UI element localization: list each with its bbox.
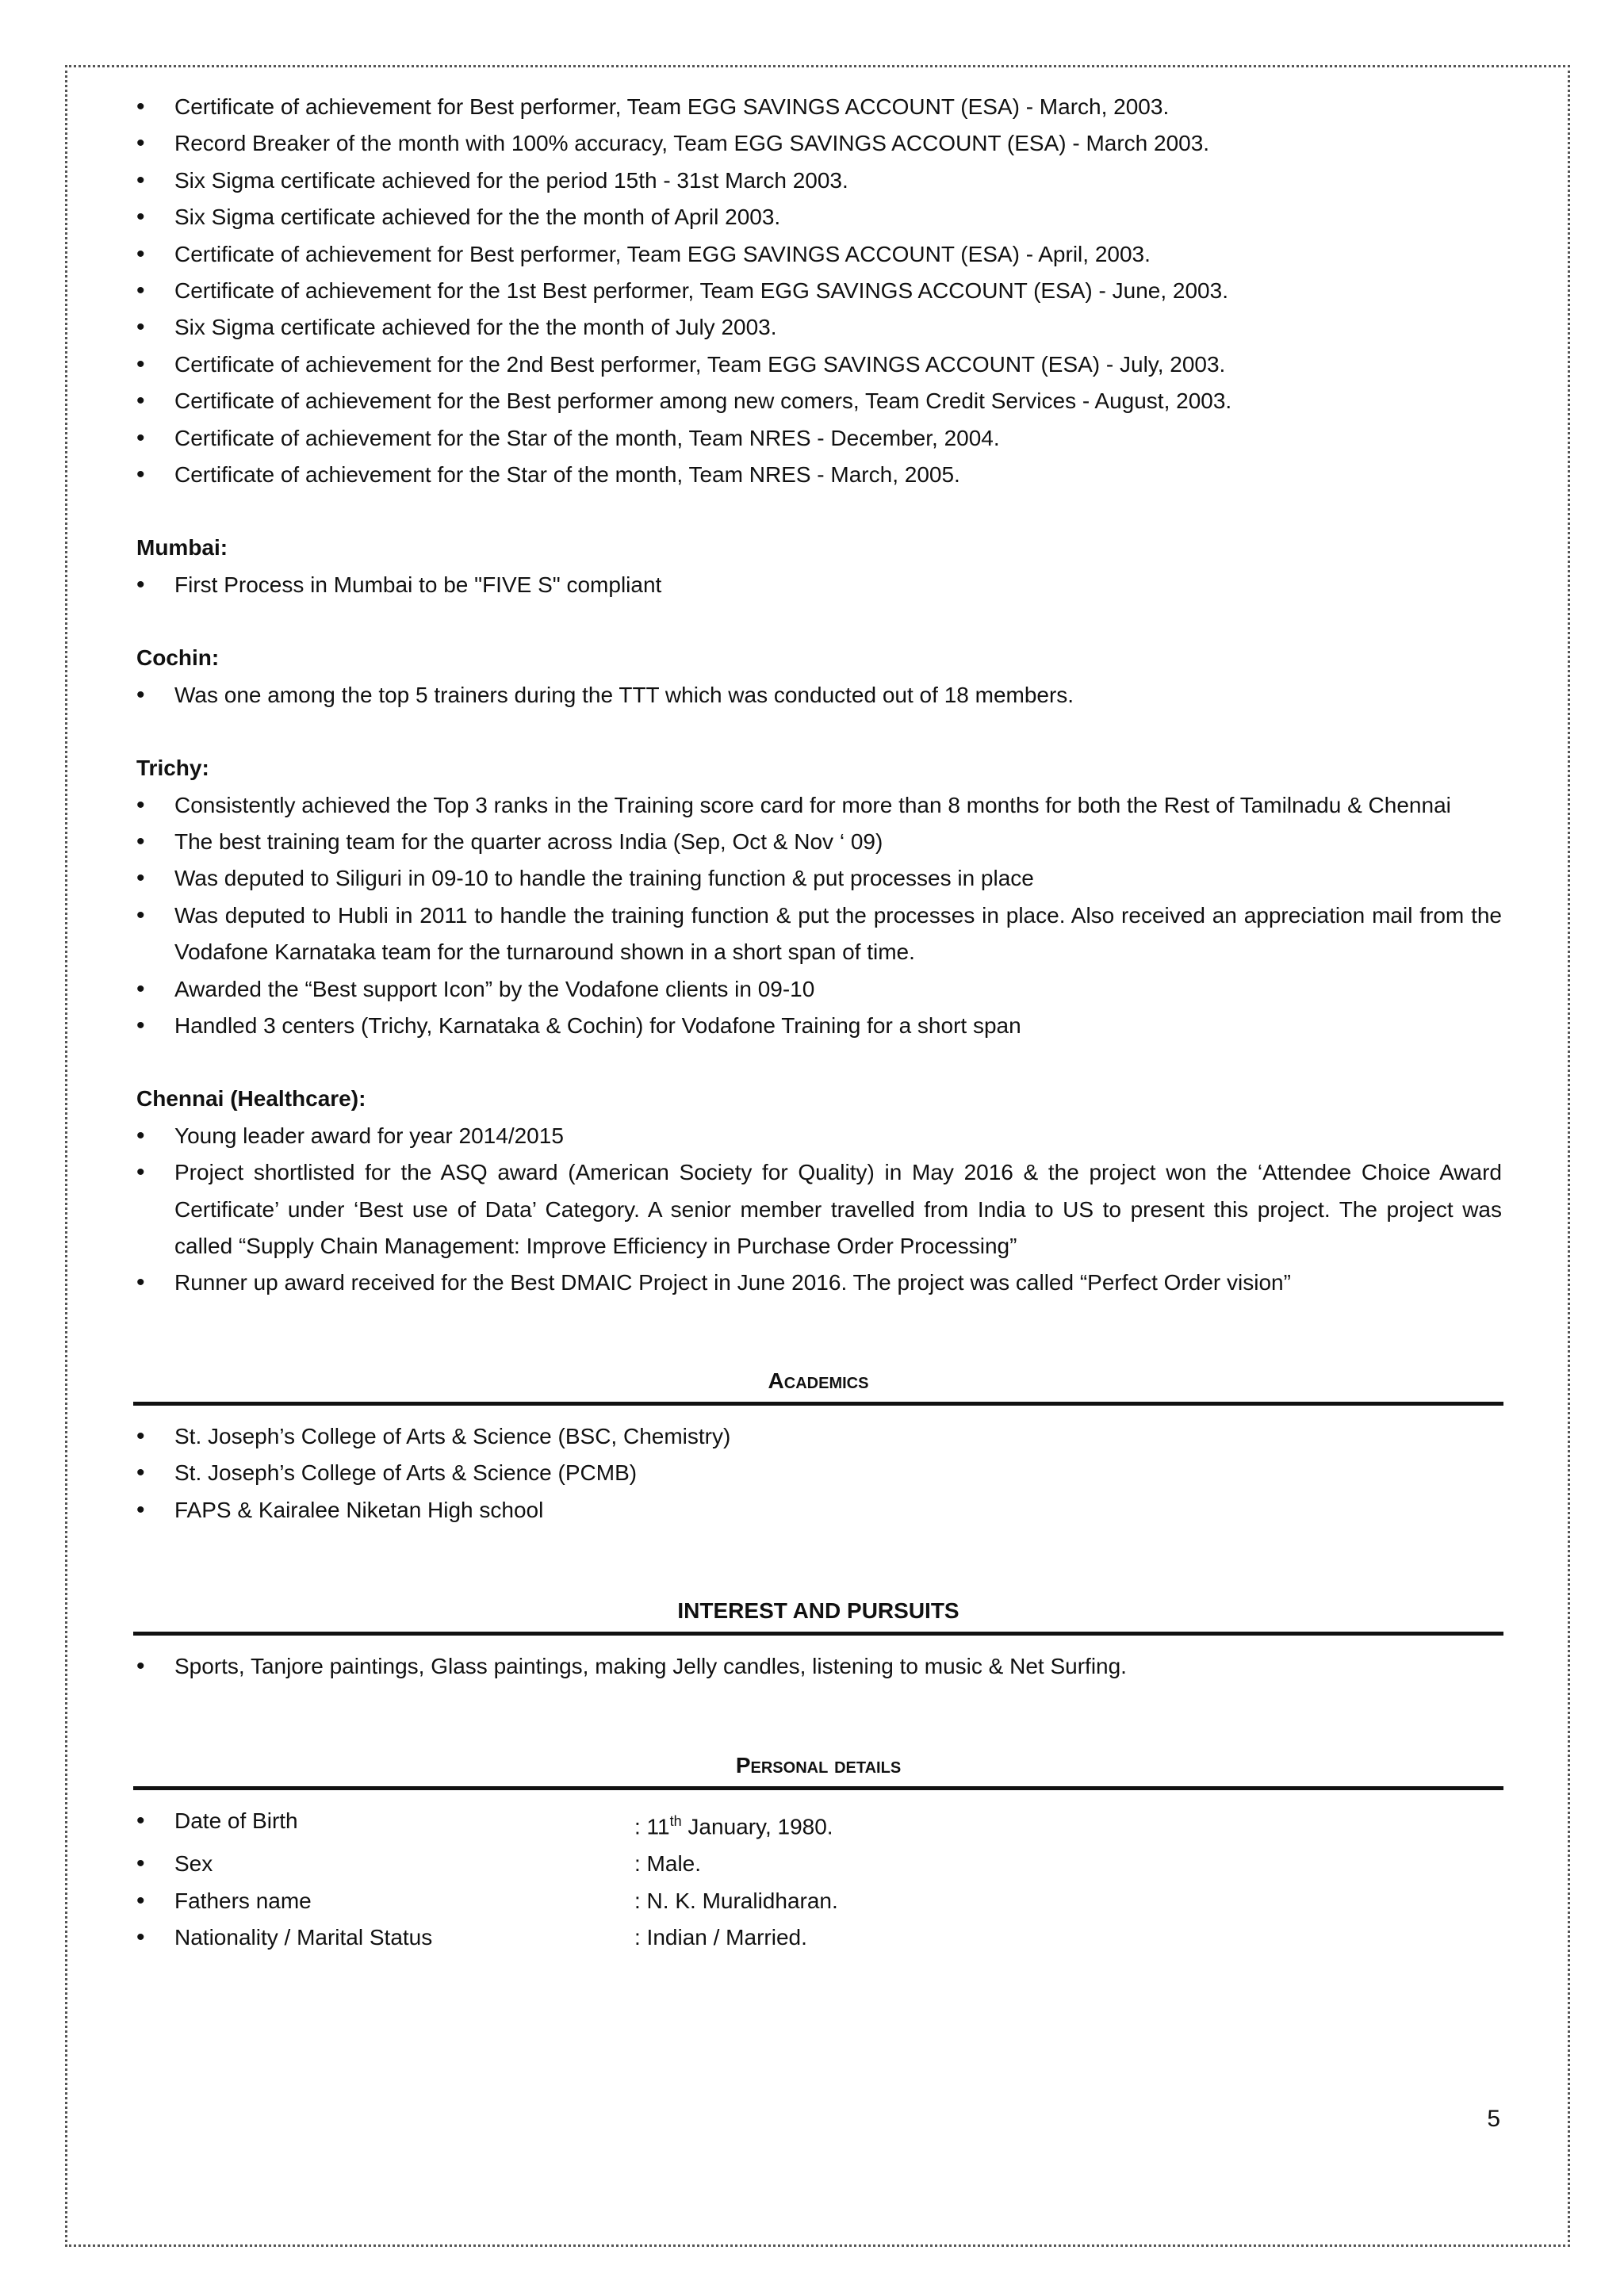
nationality-value: : Indian / Married. xyxy=(634,1924,807,1950)
interests-section xyxy=(136,1595,1502,1685)
page-number: 5 xyxy=(1487,2106,1500,2132)
list-item: • Sports, Tanjore paintings, Glass paintings, making Jelly candles, listening to music & Net Surfing. xyxy=(136,1648,1502,1685)
nationality-label: • Nationality / Marital Status xyxy=(174,1924,433,1950)
list-item: • Awarded the “Best support Icon” by the Vodafone clients in 09-10 xyxy=(136,971,1502,1008)
personal-row-sex xyxy=(136,1846,1502,1882)
list-item: • Certificate of achievement for Best performer, Team EGG SAVINGS ACCOUNT (ESA) - April, 2003. xyxy=(136,236,1502,273)
list-item: • Six Sigma certificate achieved for the the month of April 2003. xyxy=(136,199,1502,235)
personal-row-father xyxy=(136,1883,1502,1919)
list-item: • Consistently achieved the Top 3 ranks in the Training score card for more than 8 months for both the Rest of Tamilnadu & Chennai xyxy=(136,787,1502,824)
chennai-heading: Chennai (Healthcare): xyxy=(136,1086,366,1112)
list-item: • St. Joseph’s College of Arts & Science (BSC, Chemistry) xyxy=(136,1418,1502,1455)
list-item: • Certificate of achievement for the 2nd Best performer, Team EGG SAVINGS ACCOUNT (ESA) - July, 2003. xyxy=(136,346,1502,383)
list-item: • Young leader award for year 2014/2015 xyxy=(136,1118,1502,1154)
personal-list xyxy=(136,1803,1502,1956)
interests-list xyxy=(136,1648,1502,1685)
cochin-heading: Cochin: xyxy=(136,645,220,671)
personal-row-dob xyxy=(136,1803,1502,1846)
list-item: • Was deputed to Hubli in 2011 to handle the training function & put the processes in place. Also received an appreciation mail from the Vodafone Karnataka team for the turnaround shown in a short span of time. xyxy=(136,897,1502,971)
mumbai-list xyxy=(136,567,1502,603)
chennai-list xyxy=(136,1118,1502,1302)
personal-row-nationality xyxy=(136,1919,1502,1956)
dob-value: : 11th January, 1980. xyxy=(634,1813,833,1839)
dob-label: • Date of Birth xyxy=(174,1808,298,1834)
list-item: • First Process in Mumbai to be "FIVE S" compliant xyxy=(136,567,1502,603)
mumbai-heading: Mumbai: xyxy=(136,535,228,561)
list-item: • Certificate of achievement for the Star of the month, Team NRES - December, 2004. xyxy=(136,420,1502,457)
trichy-list xyxy=(136,787,1502,1045)
sex-label: • Sex xyxy=(174,1851,213,1877)
academics-title: Academics xyxy=(133,1365,1503,1406)
list-item: • Six Sigma certificate achieved for the the month of July 2003. xyxy=(136,309,1502,346)
list-item: • FAPS & Kairalee Niketan High school xyxy=(136,1492,1502,1529)
trichy-heading: Trichy: xyxy=(136,756,209,781)
resume-page-content xyxy=(136,89,1502,1956)
list-item: • Runner up award received for the Best DMAIC Project in June 2016. The project was called “Perfect Order vision” xyxy=(136,1265,1502,1301)
sex-value: : Male. xyxy=(634,1851,702,1877)
list-item: • Record Breaker of the month with 100% accuracy, Team EGG SAVINGS ACCOUNT (ESA) - March 2003. xyxy=(136,125,1502,162)
list-item: • Certificate of achievement for Best performer, Team EGG SAVINGS ACCOUNT (ESA) - March, 2003. xyxy=(136,89,1502,125)
list-item: • Six Sigma certificate achieved for the period 15th - 31st March 2003. xyxy=(136,163,1502,199)
list-item: • Handled 3 centers (Trichy, Karnataka & Cochin) for Vodafone Training for a short span xyxy=(136,1008,1502,1044)
list-item: • Certificate of achievement for the 1st Best performer, Team EGG SAVINGS ACCOUNT (ESA) - June, 2003. xyxy=(136,273,1502,309)
list-item: • Was one among the top 5 trainers during the TTT which was conducted out of 18 members. xyxy=(136,677,1502,714)
academics-section xyxy=(136,1365,1502,1529)
achievements-list xyxy=(136,89,1502,493)
personal-section xyxy=(136,1750,1502,1956)
personal-title: Personal details xyxy=(133,1750,1503,1790)
academics-list xyxy=(136,1418,1502,1529)
list-item: • Certificate of achievement for the Best performer among new comers, Team Credit Services - August, 2003. xyxy=(136,383,1502,419)
list-item: • The best training team for the quarter across India (Sep, Oct & Nov ‘ 09) xyxy=(136,824,1502,860)
list-item: • St. Joseph’s College of Arts & Science (PCMB) xyxy=(136,1455,1502,1491)
list-item: • Certificate of achievement for the Star of the month, Team NRES - March, 2005. xyxy=(136,457,1502,493)
list-item: • Was deputed to Siliguri in 09-10 to handle the training function & put processes in place xyxy=(136,860,1502,897)
interests-title: INTEREST AND PURSUITS xyxy=(133,1595,1503,1636)
list-item: • Project shortlisted for the ASQ award (American Society for Quality) in May 2016 & the project won the ‘Attendee Choice Award Certificate’ under ‘Best use of Data’ Category. A senior member travelled from India to US to present this project. The project was called “Supply Chain Management: Improve Efficiency in Purchase Order Processing” xyxy=(136,1154,1502,1265)
father-name-value: : N. K. Muralidharan. xyxy=(634,1888,838,1913)
cochin-list xyxy=(136,677,1502,714)
father-name-label: • Fathers name xyxy=(174,1888,312,1913)
